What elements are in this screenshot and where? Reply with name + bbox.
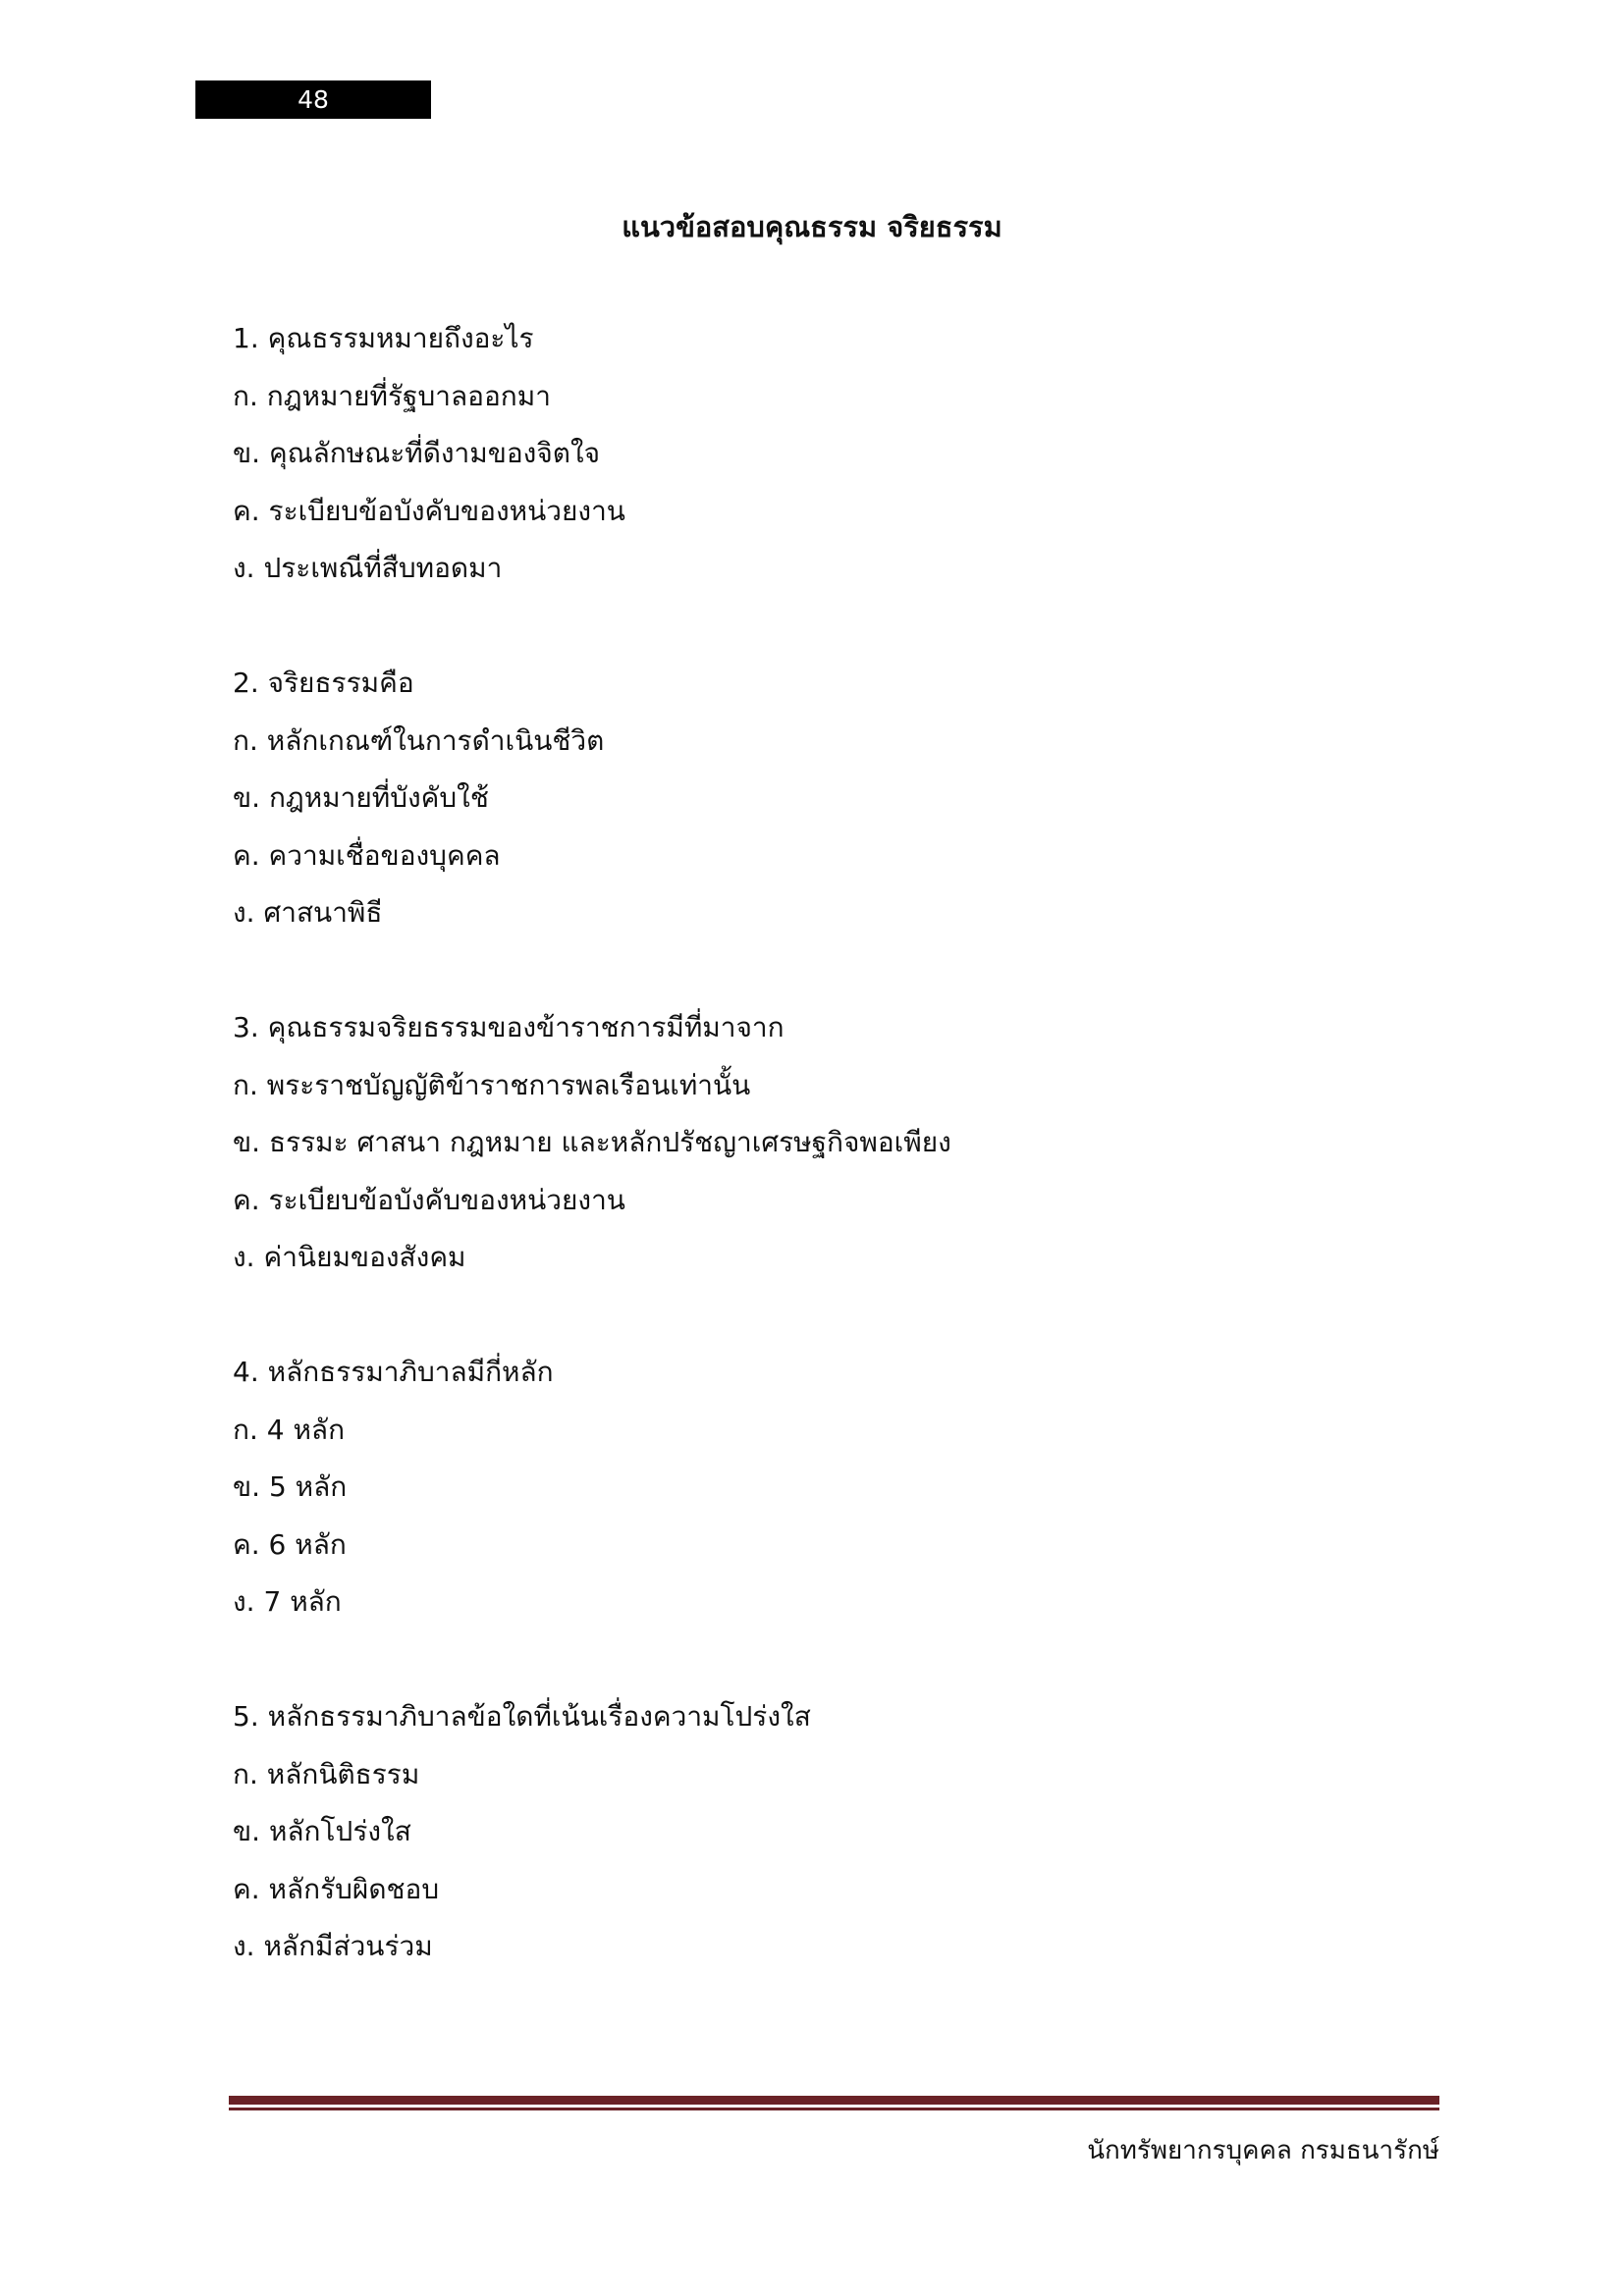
question-text: 4. หลักธรรมาภิบาลมีกี่หลัก <box>233 1356 554 1388</box>
choice: ค. 6 หลัก <box>233 1527 347 1561</box>
question-text: 5. หลักธรรมาภิบาลข้อใดที่เน้นเรื่องความโปร่งใส <box>233 1700 811 1733</box>
choice: ค. หลักรับผิดชอบ <box>233 1872 440 1905</box>
choice: ข. ธรรมะ ศาสนา กฎหมาย และหลักปรัชญาเศรษฐกิจพอเพียง <box>233 1126 951 1158</box>
choice: ค. ระเบียบข้อบังคับของหน่วยงาน <box>233 1183 625 1216</box>
choice: ง. ประเพณีที่สืบทอดมา <box>233 552 503 584</box>
choice: ค. ความเชื่อของบุคคล <box>233 838 501 872</box>
choice: ก. 4 หลัก <box>233 1413 346 1446</box>
footer-rule-thin <box>229 2108 1439 2110</box>
choice: ข. กฎหมายที่บังคับใช้ <box>233 781 489 814</box>
choice: ข. คุณลักษณะที่ดีงามของจิตใจ <box>233 437 601 469</box>
question-list <box>233 316 951 2039</box>
footer-rule-thick <box>229 2096 1439 2105</box>
question-3 <box>233 1005 951 1293</box>
choice: ก. พระราชบัญญัติข้าราชการพลเรือนเท่านั้น <box>233 1068 751 1101</box>
footer-text: นักทรัพยากรบุคคล กรมธนารักษ์ <box>1087 2136 1439 2165</box>
question-4 <box>233 1350 951 1637</box>
choice: ข. 5 หลัก <box>233 1470 348 1503</box>
question-1 <box>233 316 951 604</box>
question-2 <box>233 661 951 948</box>
question-text: 1. คุณธรรมหมายถึงอะไร <box>233 322 534 354</box>
choice: ข. หลักโปร่งใส <box>233 1815 411 1847</box>
choice: ง. ศาสนาพิธี <box>233 896 383 929</box>
choice: ก. กฎหมายที่รัฐบาลออกมา <box>233 379 551 412</box>
choice: ก. หลักเกณฑ์ในการดำเนินชีวิต <box>233 723 605 757</box>
choice: ง. หลักมีส่วนร่วม <box>233 1930 433 1962</box>
choice: ก. หลักนิติธรรม <box>233 1757 420 1790</box>
question-5 <box>233 1694 951 1982</box>
choice: ง. 7 หลัก <box>233 1585 342 1618</box>
question-text: 2. จริยธรรมคือ <box>233 667 414 699</box>
choice: ง. ค่านิยมของสังคม <box>233 1241 466 1273</box>
question-text: 3. คุณธรรมจริยธรรมของข้าราชการมีที่มาจาก <box>233 1011 785 1043</box>
choice: ค. ระเบียบข้อบังคับของหน่วยงาน <box>233 494 625 527</box>
page-title: แนวข้อสอบคุณธรรม จริยธรรม <box>622 210 1002 243</box>
page-number: 48 <box>195 80 431 119</box>
